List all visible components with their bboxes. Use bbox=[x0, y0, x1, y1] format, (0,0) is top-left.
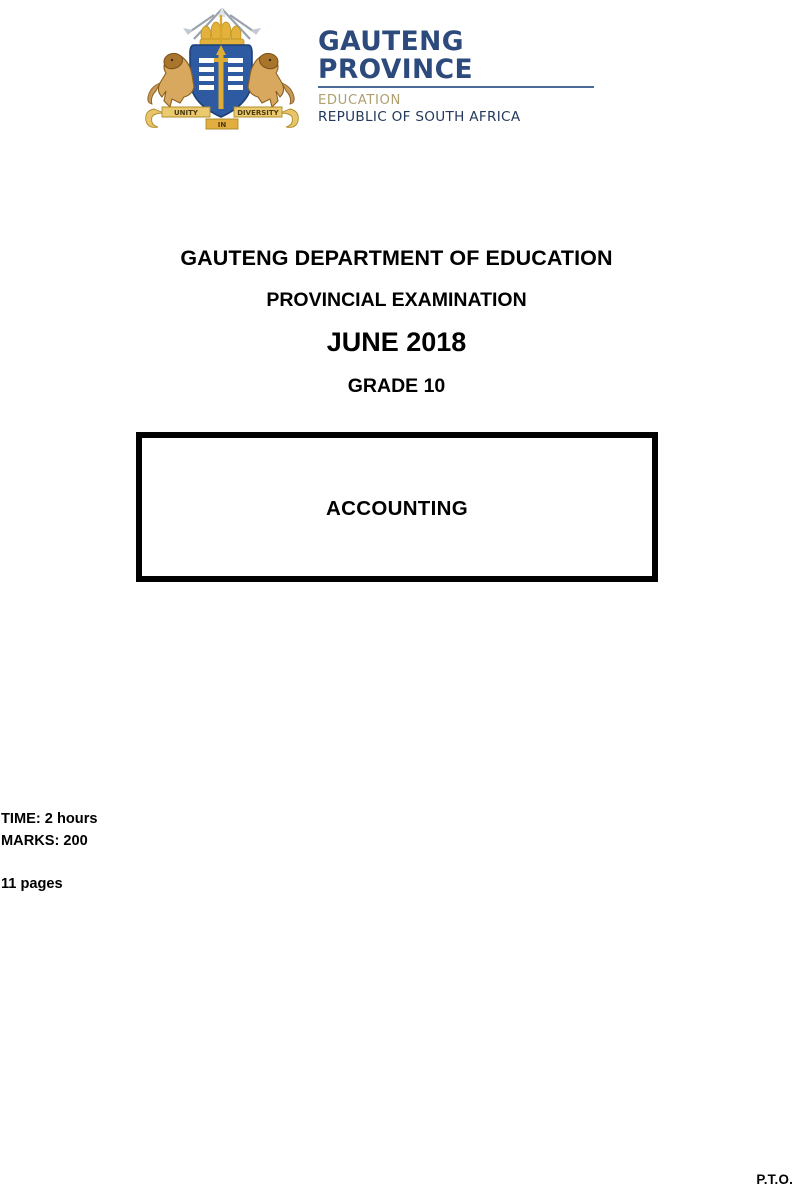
svg-text:DIVERSITY: DIVERSITY bbox=[237, 109, 279, 117]
heading-grade: GRADE 10 bbox=[347, 375, 446, 397]
subject-box-inner bbox=[141, 437, 653, 577]
lion-right-icon bbox=[248, 53, 294, 107]
logo-education-line: EDUCATION bbox=[318, 93, 401, 109]
exam-marks: MARKS: 200 bbox=[1, 833, 88, 850]
svg-text:IN: IN bbox=[217, 121, 227, 129]
heading-department: GAUTENG DEPARTMENT OF EDUCATION bbox=[180, 246, 613, 270]
info-spacer bbox=[1, 852, 97, 873]
south-african-coat-of-arms-icon bbox=[136, 3, 308, 141]
subject-box bbox=[136, 432, 658, 582]
footer-pto: P.T.O. bbox=[756, 1172, 793, 1187]
heading-session: JUNE 2018 bbox=[326, 327, 467, 357]
lion-left-icon bbox=[148, 53, 194, 107]
svg-text:UNITY: UNITY bbox=[174, 109, 198, 117]
logo-province-line: GAUTENG PROVINCE bbox=[318, 28, 594, 88]
logo-wordmark bbox=[318, 18, 594, 125]
exam-time: TIME: 2 hours bbox=[1, 811, 98, 827]
exam-info-block bbox=[1, 808, 97, 896]
heading-examination: PROVINCIAL EXAMINATION bbox=[266, 288, 527, 311]
letterhead-logo bbox=[136, 2, 594, 142]
exam-page-count: 11 pages bbox=[1, 876, 63, 893]
page-title-block bbox=[0, 248, 793, 397]
subject-name: ACCOUNTING bbox=[326, 497, 468, 520]
logo-country-line: REPUBLIC OF SOUTH AFRICA bbox=[318, 109, 521, 126]
